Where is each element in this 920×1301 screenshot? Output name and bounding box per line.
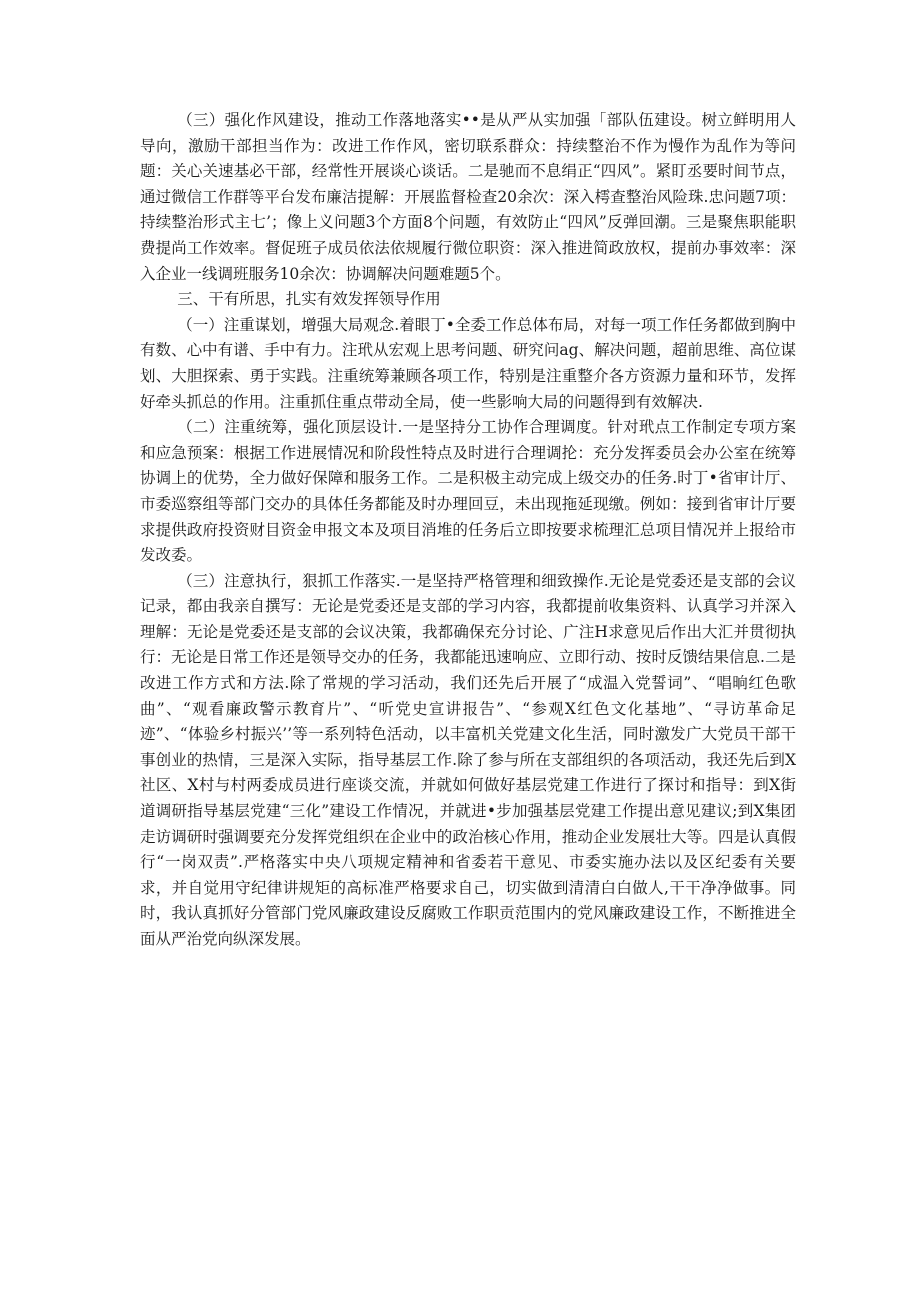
- paragraph-execution: （三）注意执行，狠抓工作落实.一是坚持严格管理和细致操作.无论是党委还是支部的会议记录，都由我亲自撰写：无论是党委还是支部的学习内容，我都提前收集资料、认真学习并深入理解：无论是党委还是支部的会议决策，我都确保充分讨论、广注H求意见后作出大汇并贯彻执行：无论是日常工作还是领导交办的任务，我都能迅速响应、立即行动、按时反馈结果信息.二是改进工作方式和方法.除了常规的学习活动，我们还先后开展了“成温入党誓词”、“唱晌红色歌曲”、“观看廉政警示教育片”、“听党史宣讲报告”、“参观X红色文化基地”、“寻访革命足迹”、“体验乡村振兴’’等一系列特色活动，以丰富机关党建文化生活，同时激发广大党员干部干事创业的热情，三是深入实际，指导基层工作.除了参与所在支部组织的各项活动，我还先后到X社区、X村与村两委成员进行座谈交流，并就如何做好基层党建工作进行了探讨和指导：到X街道调研指导基层党建“三化”建设工作情况，并就进•步加强基层党建工作提出意见建议;到X集团走访调研时强调要充分发挥党组织在企业中的政治核心作用，推动企业发展壮大等。四是认真假行“一岗双责”.严格落实中央八项规定精神和省委若干意见、市委实施办法以及区纪委有关要求，并自觉用守纪律讲规矩的高标准严格要求自己，切实做到清清白白做人,干干净净做事。同时，我认真抓好分管部门党风廉政建设反腐败工作职贡范围内的党风廉政建设工作，不断推进全面从严治党向纵深发展。: [140, 571, 796, 948]
- paragraph-coordination: （二）注重统筹，强化顶层设计.一是坚持分工协作合理调度。针对玳点工作制定专项方案和应急预案：根据工作进展情况和阶段性特点及时进行合理调抡：充分发挥委员会办公室在统筹协调上的优势，全力做好保障和服务工作。二是积极主动完成上级交办的任务.时丁•省审计厅、市委巡察组等部门交办的具体任务都能及时办理回豆，未出现拖延现缴。例如：接到省审计厅要求提供政府投资财目资金申报文本及项目消堆的任务后立即按要求梳理汇总项目情况并上报给市发改委。: [140, 418, 796, 565]
- section-heading-leadership: 三、干有所思，扎实有效发挥领导作用: [177, 290, 441, 309]
- paragraph-work-style: （三）强化作风建设，推动工作落地落实••是从严从实加强「部队伍建设。树立鲜明用人导向，激励干部担当作为：改进工作作风，密切联系群众：持续整治不作为慢作为乱作为等问题：关心关速基必干部，经常性开展谈心谈话。二是驰而不息绢正“四风”。紧盯丞要时间节点，通过微信工作群等平台发布廉洁提解：开展监督检查20余次：深入樗查整治风险珠.忠问题7项：持续整治形式主七’；像上义问题3个方面8个问题，有效防止“四风”反弹回潮。三是聚焦职能职费提尚工作效率。督促班子成员依法依规履行微位职资：深入推进简政放权，提前办事效率：深入企业一线调班服务10余次：协调解决问题难题5个。: [140, 111, 796, 283]
- paragraph-planning: （一）注重谋划，增强大局观念.着眼丁•全委工作总体布局，对每一项工作任务都做到胸中有数、心中有谱、手中有力。注玳从宏观上思考问题、研究问ag、解决问题，超前思维、高位谋划、大胆探索、勇于实践。注重统筹兼顾各项工作，特别是注重整介各方资源力量和环节，发挥好牵头抓总的作用。注重抓住重点带动全局，使一些影响大局的问题得到有效解决.: [140, 315, 796, 411]
- document-page: [140, 108, 796, 953]
